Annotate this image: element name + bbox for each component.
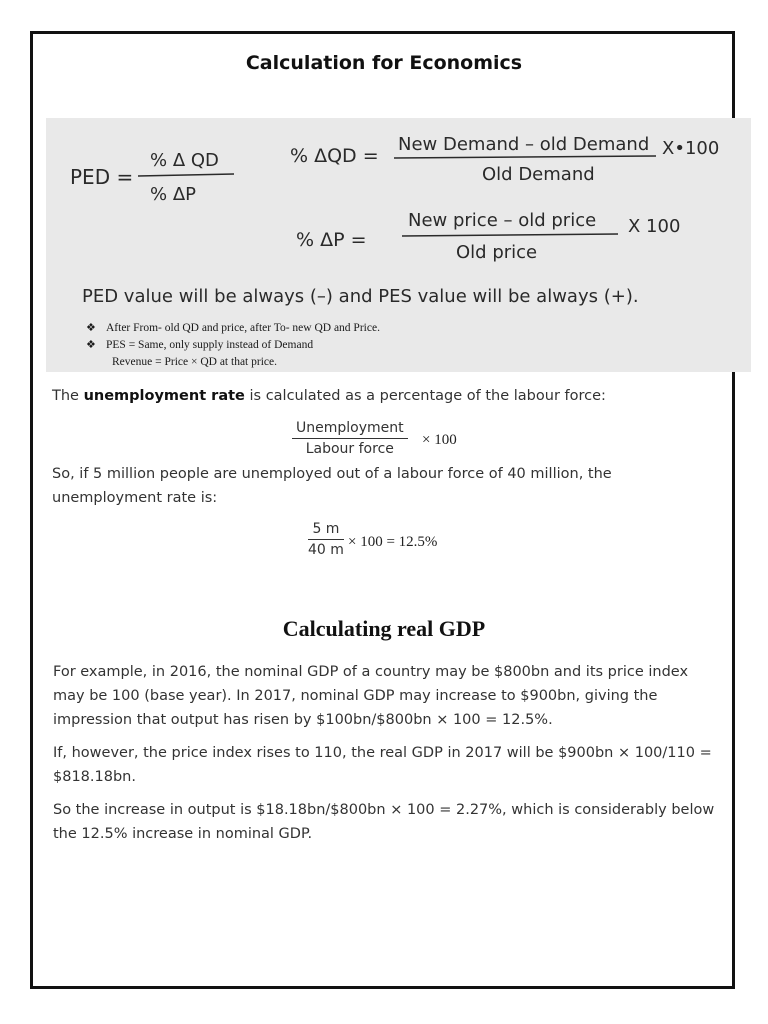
- qd-label: % ΔQD =: [290, 145, 379, 167]
- bullet-diamond-icon: ❖: [86, 322, 96, 334]
- p-denominator: Old price: [456, 242, 538, 263]
- p-numerator: New price – old price: [408, 210, 597, 231]
- unemployment-fraction: [292, 420, 408, 457]
- ped-denominator: % ΔP: [150, 184, 196, 205]
- p-times-100: X 100: [628, 216, 681, 237]
- example-result: × 100 = 12.5%: [348, 534, 438, 550]
- qd-times-100: X•100: [662, 138, 720, 159]
- gdp-paragraph-3: So the increase in output is $18.18bn/$800bn × 100 = 2.27%, which is considerably below the 12.5% increase in nominal GDP.: [53, 802, 715, 842]
- page-title: Calculation for Economics: [245, 52, 523, 74]
- ped-label: PED =: [70, 165, 134, 189]
- example-denominator: 40 m: [308, 542, 344, 558]
- example-fraction: [308, 521, 344, 558]
- intro-text-end: is calculated as a percentage of the labour force:: [244, 388, 606, 404]
- unemployment-intro: [52, 384, 712, 408]
- fraction-numerator: Unemployment: [292, 420, 408, 439]
- qd-numerator: New Demand – old Demand: [398, 134, 650, 155]
- gdp-heading: Calculating real GDP: [282, 616, 486, 641]
- gdp-paragraph-1: For example, in 2016, the nominal GDP of a country may be $800bn and its price index may be 100 (base year). In 2017, nominal GDP may increase to $900bn, giving the impression that output has risen by $100bn/$800bn × 100 = 12.5%.: [53, 664, 689, 728]
- gdp-paragraph-2: If, however, the price index rises to 110, the real GDP in 2017 will be $900bn × 100/110 = $818.18bn.: [53, 745, 712, 785]
- fraction-denominator: Labour force: [305, 441, 394, 457]
- bullet-pes: PES = Same, only supply instead of Demand: [106, 339, 314, 351]
- fraction-multiplier: × 100: [422, 432, 457, 448]
- intro-text: The: [52, 388, 84, 404]
- term-unemployment-rate: unemployment rate: [83, 388, 245, 404]
- example-numerator: 5 m: [308, 521, 344, 540]
- bullet-diamond-icon: ❖: [86, 339, 96, 351]
- handwritten-formula-scan: [46, 118, 751, 372]
- bullet-from-to: After From- old QD and price, after To- new QD and Price.: [106, 322, 380, 334]
- qd-denominator: Old Demand: [482, 164, 595, 185]
- revenue-note: Revenue = Price × QD at that price.: [112, 356, 277, 368]
- unemployment-example: So, if 5 million people are unemployed out of a labour force of 40 million, the unemployment rate is:: [52, 466, 612, 506]
- p-label: % ΔP =: [296, 229, 367, 251]
- ped-numerator: % Δ QD: [150, 150, 219, 171]
- sign-note: PED value will be always (–) and PES value will be always (+).: [82, 286, 639, 307]
